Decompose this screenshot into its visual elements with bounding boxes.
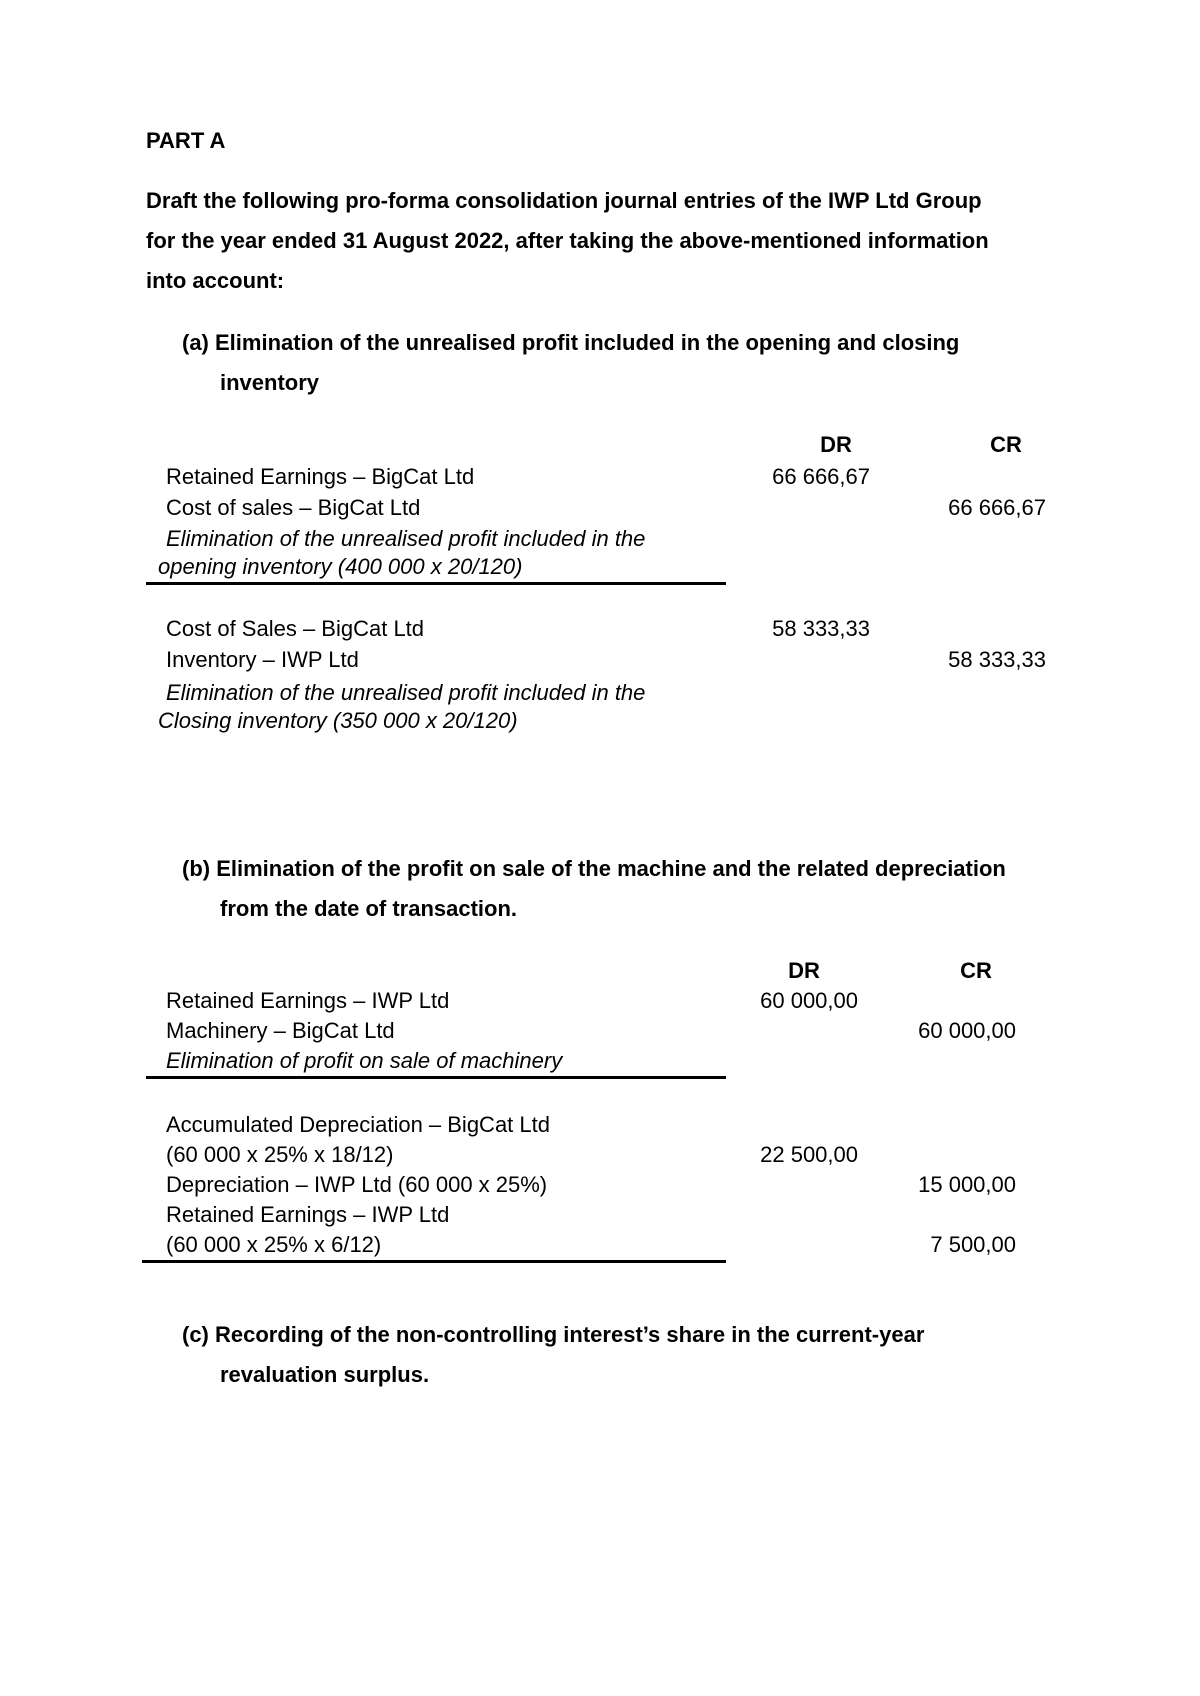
intro-line-3: into account: [146,268,285,293]
intro-line-1: Draft the following pro-forma consolidation journal entries of the IWP Ltd Group [146,188,982,213]
section-a-entry2-narration-1: Elimination of the unrealised profit included in the [166,680,646,705]
section-a-entry1-narration-2: opening inventory (400 000 x 20/120) [158,554,523,579]
section-a-entry1-line1: Retained Earnings – BigCat Ltd [166,464,475,489]
section-b-entry1-line2: Machinery – BigCat Ltd [166,1018,395,1043]
section-b-entry2-line4: Retained Earnings – IWP Ltd [166,1202,450,1227]
section-b-entry2-line1: Accumulated Depreciation – BigCat Ltd [166,1112,550,1137]
section-c-heading-1: (c) Recording of the non-controlling interest’s share in the current-year [182,1322,925,1347]
section-c-heading-2: revaluation surplus. [220,1362,430,1387]
section-b-entry2-cr2: 7 500,00 [930,1232,1016,1257]
section-a-entry2-line2: Inventory – IWP Ltd [166,647,359,672]
section-b-entry1-cr: 60 000,00 [918,1018,1016,1043]
section-b-entry2-cr1: 15 000,00 [918,1172,1016,1197]
section-b-heading-1: (b) Elimination of the profit on sale of the machine and the related depreciation [182,856,1006,881]
section-a-entry1-cr: 66 666,67 [948,495,1046,520]
section-b-entry1-dr: 60 000,00 [760,988,858,1013]
section-b-entry2-line3: Depreciation – IWP Ltd (60 000 x 25%) [166,1172,548,1197]
section-b-entry2-line5: (60 000 x 25% x 6/12) [166,1232,382,1257]
section-b-cr-header: CR [960,958,992,983]
section-a-entry1-line2: Cost of sales – BigCat Ltd [166,495,421,520]
section-b-entry1-narration: Elimination of profit on sale of machinery [166,1048,563,1073]
section-a-dr-header: DR [820,432,852,457]
section-a-heading-1: (a) Elimination of the unrealised profit included in the opening and closing [182,330,960,355]
section-b-entry2-line2: (60 000 x 25% x 18/12) [166,1142,394,1167]
section-a-heading-2: inventory [220,370,320,395]
section-a-entry2-narration-2: Closing inventory (350 000 x 20/120) [158,708,518,733]
part-title: PART A [146,128,226,153]
section-a-entry2-cr: 58 333,33 [948,647,1046,672]
section-b-entry1-rule [146,1076,726,1079]
section-a-entry1-rule [146,582,726,585]
section-b-entry2-dr: 22 500,00 [760,1142,858,1167]
section-b-entry2-rule [142,1260,726,1263]
section-a-cr-header: CR [990,432,1022,457]
section-a-entry2-line1: Cost of Sales – BigCat Ltd [166,616,425,641]
section-a-entry1-dr: 66 666,67 [772,464,870,489]
section-b-entry1-line1: Retained Earnings – IWP Ltd [166,988,450,1013]
section-b-heading-2: from the date of transaction. [220,896,518,921]
section-a-entry2-dr: 58 333,33 [772,616,870,641]
section-b-dr-header: DR [788,958,820,983]
intro-line-2: for the year ended 31 August 2022, after taking the above-mentioned information [146,228,989,253]
section-a-entry1-narration-1: Elimination of the unrealised profit included in the [166,526,646,551]
